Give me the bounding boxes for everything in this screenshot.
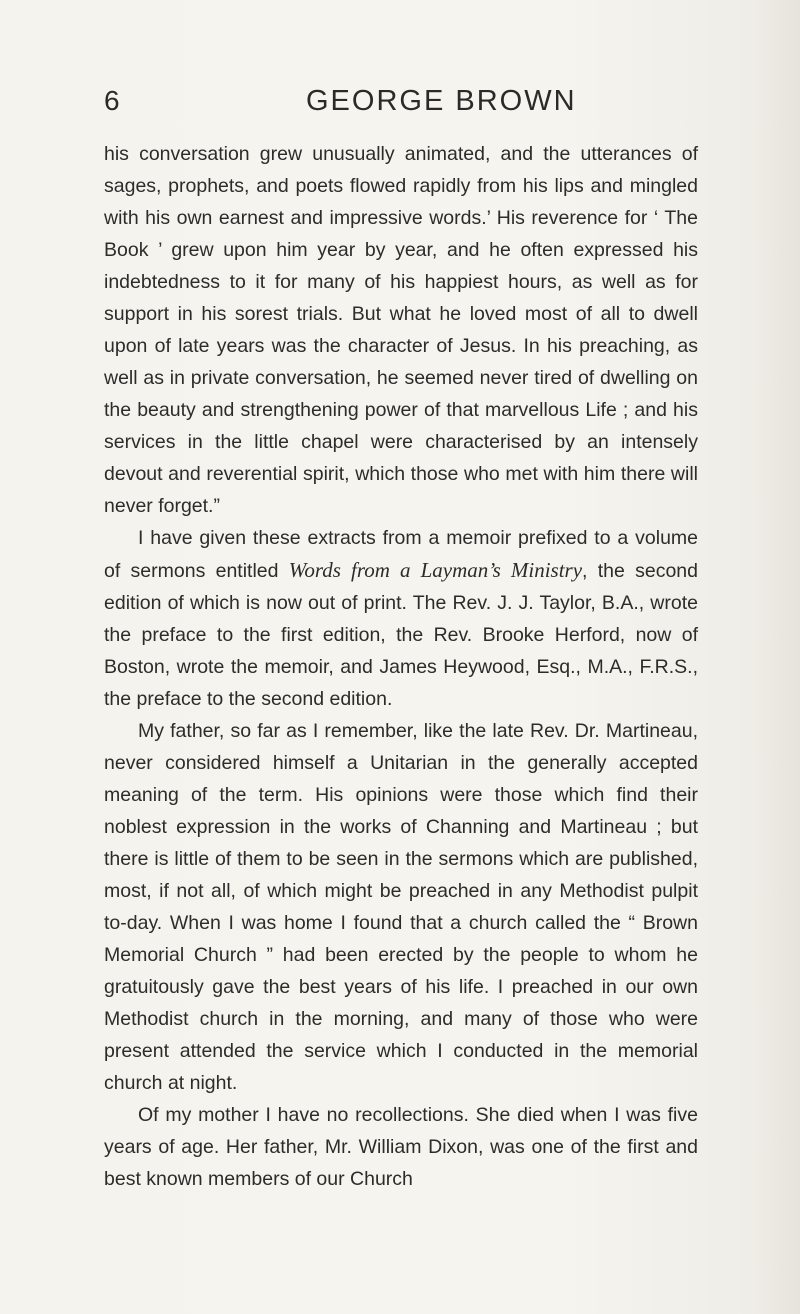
paragraph-4: Of my mother I have no recollections. She died when I was five years of age. Her father, Mr. William Dixon, was one of the first and best known members of our Church [104,1104,698,1190]
body-text [104,138,698,1195]
paragraph-2-text-before: I have given these extracts from a memoir prefixed to a volume of sermons entitled [104,527,698,582]
page-number: 6 [104,85,120,116]
paragraph-2 [104,522,698,715]
paragraph-3: My father, so far as I remember, like the late Rev. Dr. Martineau, never considered himself a Unitarian in the generally accepted meaning of the term. His opinions were those which find their noblest expression in the works of Channing and Martineau ; but there is little of them to be seen in the sermons which are published, most, if not all, of which might be preached in any Methodist pulpit to-day. When I was home I found that a church called the “ Brown Memorial Church ” had been erected by the people to whom he gratuitously gave the best years of his life. I preached in our own Methodist church in the morning, and many of those who were present attended the service which I conducted in the memorial church at night. [104,720,698,1094]
paragraph-2-text-after: , the second edition of which is now out of print. The Rev. J. J. Taylor, B.A., wrote the preface to the first edition, the Rev. Brooke Herford, now of Boston, wrote the memoir, and James Heywood, Esq., M.A., F.R.S., the preface to the second edition. [104,560,698,710]
paragraph-1: his conversation grew unusually animated, and the utterances of sages, prophets, and poets flowed rapidly from his lips and mingled with his own earnest and impressive words.’ His reverence for ‘ The Book ’ grew upon him year by year, and he often expressed his indebtedness to it for many of his happiest hours, as well as for support in his sorest trials. But what he loved most of all to dwell upon of late years was the character of Jesus. In his preaching, as well as in private conversation, he seemed never tired of dwelling on the beauty and strengthening power of that marvellous Life ; and his services in the little chapel were characterised by an intensely devout and reverential spirit, which those who met with him there will never forget.” [104,143,698,517]
page-header [104,84,694,124]
running-head: GEORGE BROWN [306,85,577,117]
book-title: Words from a Layman’s Ministry [288,558,583,582]
